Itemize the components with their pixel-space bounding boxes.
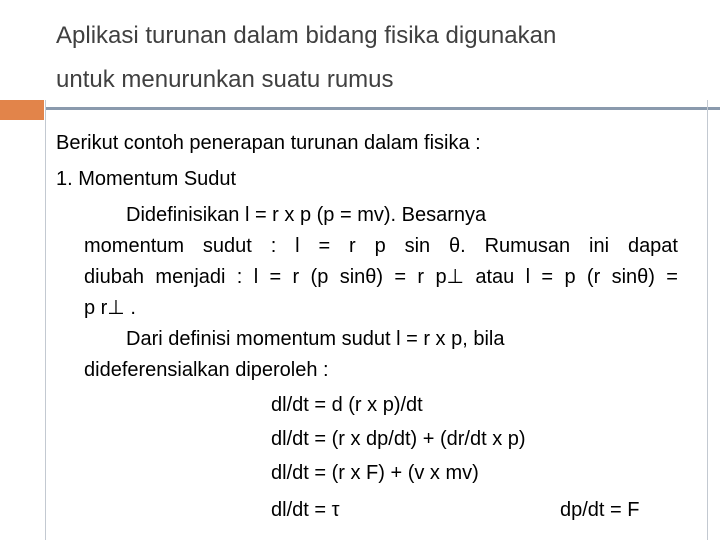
item-heading: 1. Momentum Sudut — [56, 168, 237, 190]
definition-line-3: diubah menjadi : l = r (p sinθ) = r p⊥ atau l = p (r sinθ) = — [84, 266, 678, 288]
equation-3: dl/dt = (r x F) + (v x mv) — [271, 462, 479, 484]
definition-line-1: Didefinisikan l = r x p (p = mv). Besarnya — [126, 204, 487, 226]
right-margin-line — [707, 100, 708, 540]
intro-text: Berikut contoh penerapan turunan dalam fisika : — [56, 132, 481, 154]
title-accent-block — [0, 100, 44, 120]
definition-line-4: p r⊥ . — [84, 297, 136, 319]
slide-title-line-1: Aplikasi turunan dalam bidang fisika digunakan — [56, 22, 557, 49]
derivation-line-1: Dari definisi momentum sudut l = r x p, bila — [126, 328, 505, 350]
definition-line-2: momentum sudut : l = r p sin θ. Rumusan ini dapat — [84, 235, 678, 257]
slide-title-line-2: untuk menurunkan suatu rumus — [56, 66, 394, 93]
side-equation: dp/dt = F — [560, 499, 640, 521]
equation-1: dl/dt = d (r x p)/dt — [271, 394, 423, 416]
slide-title — [56, 14, 696, 102]
left-margin-line — [45, 100, 46, 540]
equation-4: dl/dt = τ — [271, 499, 340, 521]
derivation-line-2: dideferensialkan diperoleh : — [84, 359, 329, 381]
title-divider — [46, 107, 720, 110]
equation-2: dl/dt = (r x dp/dt) + (dr/dt x p) — [271, 428, 526, 450]
